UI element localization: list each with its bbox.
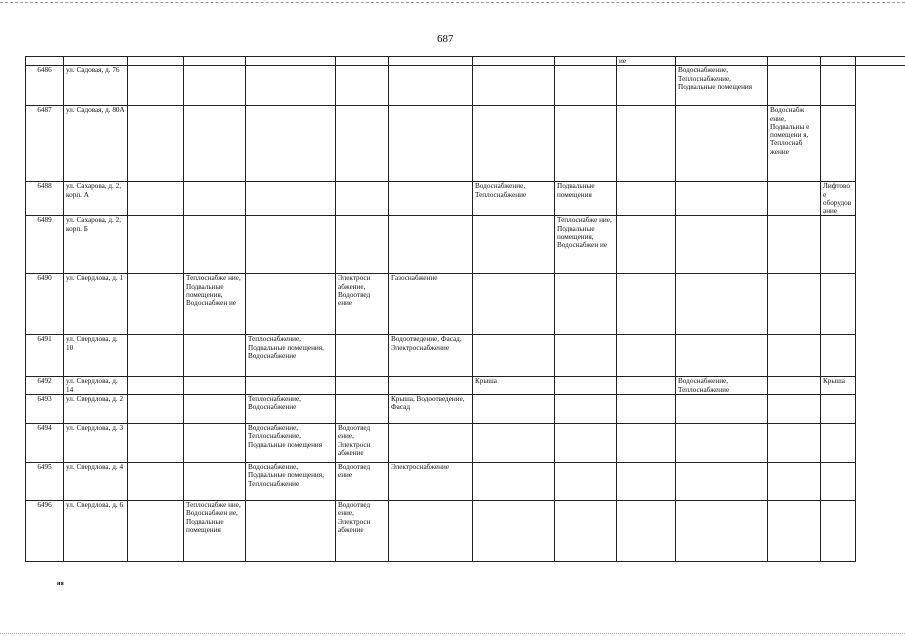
table-cell: [821, 106, 856, 182]
header-cell: [128, 57, 184, 66]
table-cell: [768, 335, 821, 377]
table-cell: [821, 463, 856, 501]
row-number: 6486: [26, 66, 64, 106]
table-cell: [555, 66, 617, 106]
table-row: [26, 106, 905, 182]
row-number: 6496: [26, 501, 64, 562]
table-cell: Подвальные помещения: [555, 182, 617, 216]
table-cell: Крыша: [473, 377, 555, 395]
address-cell: ул. Сахарова, д. 2, корп. А: [64, 182, 128, 216]
table-cell: [246, 377, 336, 395]
table-cell: [184, 395, 246, 424]
table-cell: [821, 274, 856, 335]
table-row: [26, 501, 905, 562]
table-cell: [555, 274, 617, 335]
table-cell: Теплоснабже ние, Подвальные помещения, Водоснабжен ие: [555, 216, 617, 274]
table-cell: [676, 463, 768, 501]
table-row: [26, 463, 905, 501]
table-cell: [821, 216, 856, 274]
table-cell: [473, 216, 555, 274]
table-cell: [473, 106, 555, 182]
table-cell: [617, 106, 676, 182]
header-cell: [821, 57, 856, 66]
table-cell: [336, 182, 389, 216]
table-cell: [128, 463, 184, 501]
address-cell: ул. Свердлова, д. 14: [64, 377, 128, 395]
row-number: 6489: [26, 216, 64, 274]
table-cell: [128, 66, 184, 106]
header-cell: [184, 57, 246, 66]
table-cell: [128, 377, 184, 395]
table-cell: [336, 216, 389, 274]
table-cell: Водоснабжение, Теплоснабжение: [473, 182, 555, 216]
table-cell: [617, 216, 676, 274]
header-cell: [26, 57, 64, 66]
table-cell: [821, 395, 856, 424]
table-cell: [184, 463, 246, 501]
table-cell: [389, 377, 473, 395]
table-cell: [336, 335, 389, 377]
table-row: [26, 66, 905, 106]
address-cell: ул. Садовая, д. 76: [64, 66, 128, 106]
scan-edge-bottom: [0, 633, 905, 634]
scan-edge-top: [0, 2, 905, 3]
address-cell: ул. Свердлова, д. 2: [64, 395, 128, 424]
address-cell: ул. Садовая, д. 80А: [64, 106, 128, 182]
table-cell: [617, 335, 676, 377]
table-cell: [676, 106, 768, 182]
header-cell: [473, 57, 555, 66]
table-cell: [128, 106, 184, 182]
table-cell: [617, 424, 676, 463]
table-cell: [821, 424, 856, 463]
table-cell: [389, 66, 473, 106]
table-cell: [676, 335, 768, 377]
table-cell: [617, 377, 676, 395]
table-cell: [473, 274, 555, 335]
table-cell: Водоснабжение, Теплоснабжение, Подвальные помещения: [246, 424, 336, 463]
table-cell: [617, 274, 676, 335]
table-cell: Крыша, Водоотведение, Фасад: [389, 395, 473, 424]
row-number: 6492: [26, 377, 64, 395]
table-cell: [473, 335, 555, 377]
table-cell: Газоснабжение: [389, 274, 473, 335]
table-cell: Водоснабжение, Теплоснабжение: [676, 377, 768, 395]
table-cell: Водоотвед ение, Электросн абжение: [336, 424, 389, 463]
table-cell: [768, 66, 821, 106]
table-cell: [676, 182, 768, 216]
table-cell: [336, 66, 389, 106]
table-cell: [473, 501, 555, 562]
table-cell: Электросн абжение, Водоотвед ение: [336, 274, 389, 335]
table-cell: [184, 106, 246, 182]
header-cell: [336, 57, 389, 66]
table-cell: [246, 274, 336, 335]
table-cell: [184, 377, 246, 395]
table-cell: Водоотвед ение: [336, 463, 389, 501]
table-cell: [676, 274, 768, 335]
table-cell: [617, 182, 676, 216]
table-cell: [676, 216, 768, 274]
table-cell: [246, 66, 336, 106]
table-cell: [821, 501, 856, 562]
header-cell: [246, 57, 336, 66]
table-row: [26, 395, 905, 424]
table-cell: [184, 66, 246, 106]
table-cell: [184, 216, 246, 274]
table-row: [26, 216, 905, 274]
table-header-row: [26, 57, 905, 66]
table-cell: [676, 424, 768, 463]
table-cell: [128, 216, 184, 274]
table-cell: [617, 463, 676, 501]
table-cell: [389, 501, 473, 562]
table-cell: [821, 66, 856, 106]
table-cell: [128, 424, 184, 463]
table-row: [26, 335, 905, 377]
table-cell: Лифтовое оборудование: [821, 182, 856, 216]
row-number: 6490: [26, 274, 64, 335]
table-cell: [128, 182, 184, 216]
row-number: 6487: [26, 106, 64, 182]
table-row: [26, 274, 905, 335]
address-cell: ул. Сахарова, д. 2, корп. Б: [64, 216, 128, 274]
address-cell: ул. Свердлова, д. 6: [64, 501, 128, 562]
table-cell: [128, 501, 184, 562]
table-cell: [617, 395, 676, 424]
table-cell: [676, 501, 768, 562]
header-cell: ие: [617, 57, 676, 66]
table-cell: Крыша: [821, 377, 856, 395]
header-cell: [64, 57, 128, 66]
table-cell: [246, 501, 336, 562]
table-cell: [473, 424, 555, 463]
footer-mark: ия: [57, 581, 64, 587]
table-cell: [128, 335, 184, 377]
table-cell: [768, 463, 821, 501]
row-number: 6493: [26, 395, 64, 424]
table-cell: [473, 395, 555, 424]
address-cell: ул. Свердлова, д. 4: [64, 463, 128, 501]
header-cell: [856, 57, 905, 66]
table-cell: Теплоснабжение, Подвальные помещения, Водоснабжение: [246, 335, 336, 377]
table-cell: [473, 463, 555, 501]
data-table: [25, 56, 905, 562]
table-cell: [184, 182, 246, 216]
table-cell: [768, 424, 821, 463]
header-cell: [555, 57, 617, 66]
table-cell: [336, 377, 389, 395]
table-cell: [768, 501, 821, 562]
table-cell: [128, 274, 184, 335]
table-cell: [389, 424, 473, 463]
table-cell: [336, 106, 389, 182]
header-cell: [768, 57, 821, 66]
table-cell: [389, 216, 473, 274]
table-cell: [555, 377, 617, 395]
table-cell: [555, 395, 617, 424]
table-cell: Водоотведение, Фасад, Электроснабжение: [389, 335, 473, 377]
table-cell: Электроснабжение: [389, 463, 473, 501]
row-number: 6494: [26, 424, 64, 463]
table-row: [26, 182, 905, 216]
table-cell: [676, 395, 768, 424]
table-cell: Теплоснабже ние, Подвальные помещения, Водоснабжен ие: [184, 274, 246, 335]
table-cell: [389, 182, 473, 216]
table-cell: [389, 106, 473, 182]
table-cell: [555, 501, 617, 562]
address-cell: ул. Свердлова, д. 10: [64, 335, 128, 377]
table-cell: [555, 424, 617, 463]
page-number: 687: [437, 33, 454, 45]
table-cell: [128, 395, 184, 424]
table-cell: [555, 335, 617, 377]
header-cell: [389, 57, 473, 66]
table-cell: [768, 377, 821, 395]
table-cell: [768, 216, 821, 274]
table-row: [26, 377, 905, 395]
table-cell: [768, 395, 821, 424]
table-cell: [617, 66, 676, 106]
table-cell: Водоснабжение, Подвальные помещения, Теплоснабжение: [246, 463, 336, 501]
table-cell: [473, 66, 555, 106]
address-cell: ул. Свердлова, д. 3: [64, 424, 128, 463]
table-cell: [555, 106, 617, 182]
table-cell: Водоотвед ение, Электросн абжение: [336, 501, 389, 562]
header-cell: [676, 57, 768, 66]
table-cell: [617, 501, 676, 562]
table-cell: [336, 395, 389, 424]
table-cell: [768, 274, 821, 335]
row-number: 6491: [26, 335, 64, 377]
table-cell: Водоснабж ение, Подвальны е помещени я, Теплоснаб жение: [768, 106, 821, 182]
table-cell: Теплоснабже ние, Водоснабжен ие, Подвальные помещения: [184, 501, 246, 562]
table-cell: [768, 182, 821, 216]
row-number: 6495: [26, 463, 64, 501]
table-cell: [184, 424, 246, 463]
table-cell: [246, 216, 336, 274]
table-cell: [184, 335, 246, 377]
table-cell: [555, 463, 617, 501]
address-cell: ул. Свердлова, д. 1: [64, 274, 128, 335]
table-cell: Теплоснабжение, Водоснабжение: [246, 395, 336, 424]
row-number: 6488: [26, 182, 64, 216]
table-row: [26, 424, 905, 463]
table-cell: Водоснабжение, Теплоснабжение, Подвальные помещения: [676, 66, 768, 106]
table-cell: [246, 182, 336, 216]
table-cell: [821, 335, 856, 377]
table-cell: [246, 106, 336, 182]
